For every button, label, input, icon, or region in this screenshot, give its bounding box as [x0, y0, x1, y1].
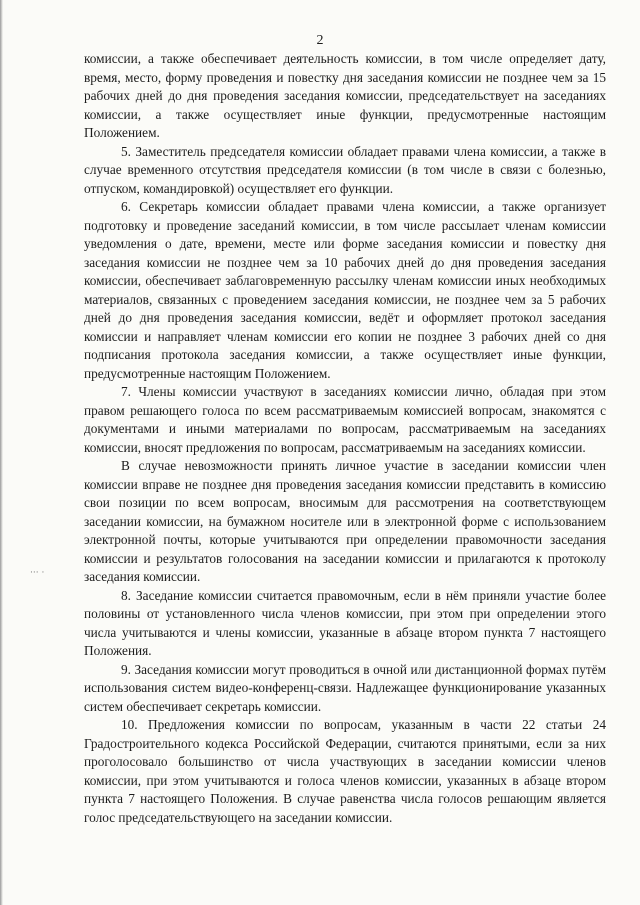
paragraph-item-5: 5. Заместитель председателя комиссии обладает правами члена комиссии, а также в случае временного отсутствия председателя комиссии (в том числе в связи с болезнью, отпуском, командировкой) осуществляет его функции.	[84, 143, 606, 196]
document-body	[84, 50, 606, 827]
paragraph-continuation: комиссии, а также обеспечивает деятельность комиссии, в том числе определяет дату, время, место, форму проведения и повестку дня заседания комиссии не позднее чем за 15 рабочих дней до дня проведения заседания комиссии, председательствует на заседаниях комиссии, а также осуществляет иные функции, предусмотренные настоящим Положением.	[84, 51, 606, 140]
paragraph-item-7-second: В случае невозможности принять личное участие в заседании комиссии член комиссии вправе не позднее дня проведения заседания комиссии представить в комиссию свои позиции по всем вопросам, вносимым для рассмотрения на соответствующем заседании комиссии, на бумажном носителе или в электронной форме с использованием электронной почты, которые учитываются при определении правомочности заседания комиссии и результатов голосования на заседании комиссии и прилагаются к протоколу заседания комиссии.	[84, 458, 606, 584]
paragraph-item-10: 10. Предложения комиссии по вопросам, указанным в части 22 статьи 24 Градостроительного кодекса Российской Федерации, считаются принятыми, если за них проголосовало большинство от числа участвующих в заседании комиссии членов комиссии, при этом учитываются и голоса членов комиссии, указанных в абзаце втором пункта 7 настоящего Положения. В случае равенства числа голосов решающим является голос председательствующего на заседании комиссии.	[84, 717, 606, 825]
margin-scan-mark: ··· ·	[30, 568, 45, 578]
scan-edge-shadow	[0, 0, 3, 905]
paragraph-item-7: 7. Члены комиссии участвуют в заседаниях комиссии лично, обладая при этом правом решающего голоса по всем рассматриваемым комиссией вопросам, знакомятся с документами и иными материалами по вопросам, рассматриваемым на заседаниях комиссии, вносят предложения по вопросам, рассматриваемым на заседаниях комиссии.	[84, 384, 606, 455]
paragraph-item-9: 9. Заседания комиссии могут проводиться в очной или дистанционной формах путём использования систем видео-конференц-связи. Надлежащее функционирование указанных систем обеспечивает секретарь комиссии.	[84, 661, 606, 714]
page-number: 2	[316, 33, 324, 48]
paragraph-item-6: 6. Секретарь комиссии обладает правами члена комиссии, а также организует подготовку и проведение заседаний комиссии, в том числе рассылает членам комиссии уведомления о дате, времени, месте или форме заседания комиссии и повестку дня заседания комиссии не позднее чем за 10 рабочих дней до дня проведения заседания комиссии, обеспечивает заблаговременную рассылку членам комиссии иных необходимых материалов, связанных с проведением заседания комиссии, не позднее чем за 5 рабочих дней до дня проведения заседания комиссии, ведёт и оформляет протокол заседания комиссии и направляет членам комиссии его копии не позднее 3 рабочих дней со дня подписания протокола заседания комиссии, а также осуществляет иные функции, предусмотренные настоящим Положением.	[84, 199, 606, 381]
paragraph-item-8: 8. Заседание комиссии считается правомочным, если в нём приняли участие более половины от установленного числа членов комиссии, при этом при определении этого числа учитываются и члены комиссии, указанные в абзаце втором пункта 7 настоящего Положения.	[84, 587, 606, 658]
